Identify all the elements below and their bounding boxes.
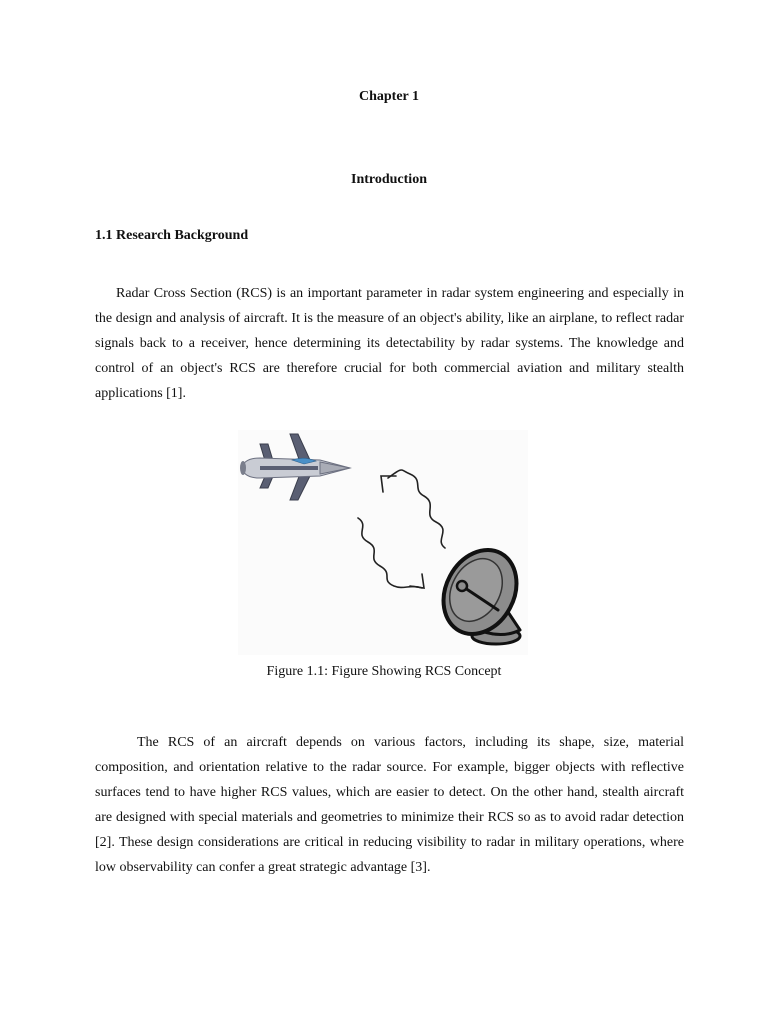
chapter-heading: Chapter 1 (358, 89, 420, 104)
jet-aircraft-icon (240, 434, 350, 500)
chapter-title: Introduction (351, 172, 427, 187)
rcs-figure (238, 430, 528, 655)
paragraph-intro: Radar Cross Section (RCS) is an important parameter in radar system engineering and especially in the design and analysis of aircraft. It is the measure of an object's ability, like an airplane, to reflect radar signals back to a receiver, hence determining its detectability by radar systems. The knowledge and control of an object's RCS are therefore crucial for both commercial aviation and military stealth applications [1]. (95, 286, 684, 401)
wave-arrow-icon (358, 518, 424, 588)
radar-dish-icon (429, 537, 528, 647)
figure-caption: Figure 1.1: Figure Showing RCS Concept (266, 664, 502, 679)
rcs-figure-illustration (238, 430, 528, 655)
section-heading: 1.1 Research Background (95, 228, 249, 243)
paragraph-rcs-factors: The RCS of an aircraft depends on various factors, including its shape, size, material composition, and orientation relative to the radar source. For example, bigger objects with reflective surfaces tend to have higher RCS values, which are easier to detect. On the other hand, stealth aircraft are designed with special materials and geometries to minimize their RCS so as to avoid radar detection [2]. These design considerations are critical in reducing visibility to radar in military operations, where low observability can confer a great strategic advantage [3]. (95, 735, 684, 875)
wave-arrow-icon (381, 470, 445, 548)
